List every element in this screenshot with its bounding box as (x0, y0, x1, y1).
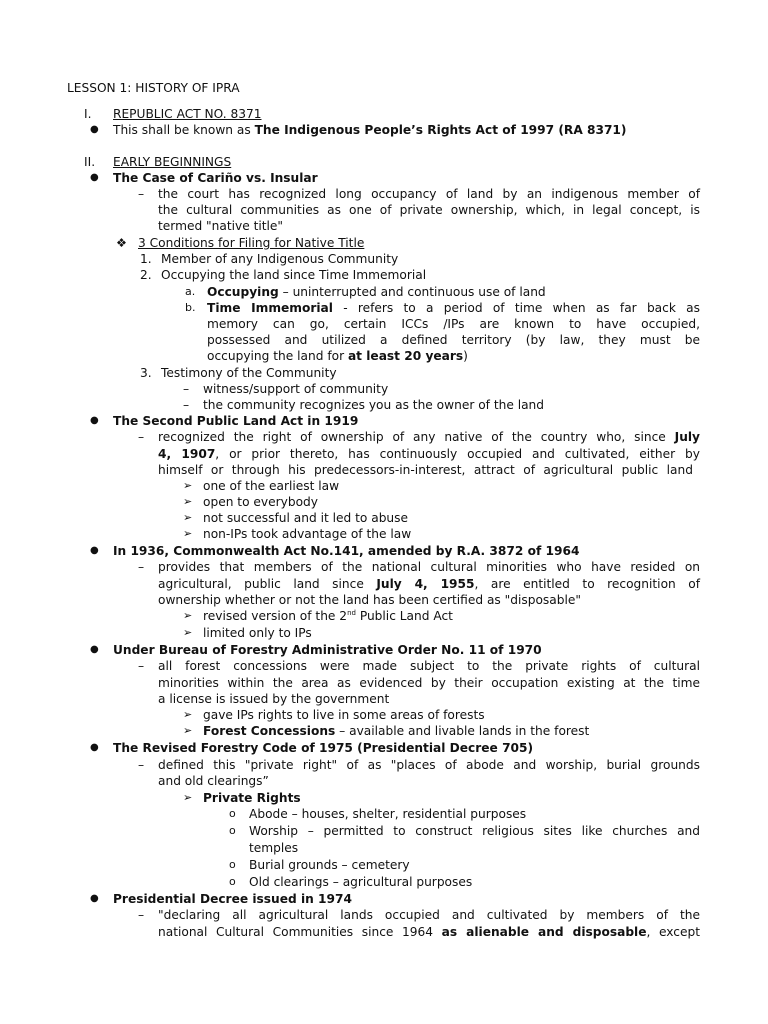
list-item: Occupying the land since Time Immemorial (161, 268, 427, 282)
text-line: agricultural, public land since July 4, 1955, are entitled to recognition of (158, 577, 701, 591)
list-item: Forest Concessions – available and livable lands in the forest (203, 724, 590, 738)
arrow-icon: ➢ (183, 626, 193, 639)
list-item: Private Rights (203, 791, 301, 805)
list-item: Time Immemorial - refers to a period of time when as far back as (207, 301, 700, 315)
text-line: himself or through his predecessors-in-interest, attract of agricultural public land (158, 463, 693, 477)
arrow-icon: ➢ (183, 479, 193, 492)
text-line: termed "native title" (158, 219, 284, 233)
list-number: 3. (140, 366, 152, 380)
list-item: open to everybody (203, 495, 318, 509)
bullet-icon: ● (90, 644, 99, 655)
text-line: 4, 1907, or prior thereto, has continuously occupied and cultivated, either by (158, 447, 700, 461)
bullet-icon: ● (90, 893, 99, 904)
text-line: temples (249, 841, 299, 855)
bullet-icon: ● (90, 415, 99, 426)
text-line: the court has recognized long occupancy of land by an indigenous member of (158, 187, 700, 201)
subsection-title: Under Bureau of Forestry Administrative Order No. 11 of 1970 (113, 643, 542, 657)
text-line: a license is issued by the government (158, 692, 390, 706)
text-line: ownership whether or not the land has been certified as "disposable" (158, 593, 581, 607)
list-number: 1. (140, 252, 152, 266)
dash-icon: – (138, 430, 145, 444)
list-item: Worship – permitted to construct religious sites like churches and (249, 824, 700, 838)
text-line: minorities within the area as evidenced by their occupation existing at the time (158, 676, 700, 690)
list-item: limited only to IPs (203, 626, 312, 640)
section-heading: EARLY BEGINNINGS (113, 155, 232, 169)
subsection-title: The Case of Cariño vs. Insular (113, 171, 318, 185)
dash-icon: – (138, 560, 145, 574)
list-item: not successful and it led to abuse (203, 511, 409, 525)
section-number: I. (84, 107, 92, 121)
section-heading: REPUBLIC ACT NO. 8371 (113, 107, 262, 121)
list-item: non-IPs took advantage of the law (203, 527, 412, 541)
list-number: 2. (140, 268, 152, 282)
arrow-icon: ➢ (183, 724, 193, 737)
diamond-icon: ❖ (116, 236, 127, 250)
list-item: gave IPs rights to live in some areas of forests (203, 708, 485, 722)
text-line: national Cultural Communities since 1964 as alienable and disposable, except (158, 925, 700, 939)
list-item: Testimony of the Community (161, 366, 337, 380)
list-item: Burial grounds – cemetery (249, 858, 410, 872)
list-item: Occupying – uninterrupted and continuous use of land (207, 285, 546, 299)
text-line: witness/support of community (203, 382, 389, 396)
list-item: Abode – houses, shelter, residential purposes (249, 807, 527, 821)
circle-icon: o (229, 824, 236, 837)
text-line: possessed and utilized a defined territory (by law, they must be (207, 333, 700, 347)
arrow-icon: ➢ (183, 495, 193, 508)
subsection-title: The Revised Forestry Code of 1975 (Presidential Decree 705) (113, 741, 534, 755)
subsection-title: In 1936, Commonwealth Act No.141, amended by R.A. 3872 of 1964 (113, 544, 580, 558)
dash-icon: – (183, 398, 190, 412)
text-line: "declaring all agricultural lands occupied and cultivated by members of the (158, 908, 700, 922)
bullet-icon: ● (90, 742, 99, 753)
circle-icon: o (229, 858, 236, 871)
bullet-icon: ● (90, 172, 99, 183)
arrow-icon: ➢ (183, 708, 193, 721)
arrow-icon: ➢ (183, 527, 193, 540)
arrow-icon: ➢ (183, 609, 193, 622)
text-line: the cultural communities as one of private ownership, which, in legal concept, is (158, 203, 700, 217)
dash-icon: – (138, 758, 145, 772)
list-item: one of the earliest law (203, 479, 340, 493)
subsection-title: Presidential Decree issued in 1974 (113, 892, 352, 906)
text-line: and old clearings” (158, 774, 269, 788)
arrow-icon: ➢ (183, 791, 193, 804)
text-line: all forest concessions were made subject to the private rights of cultural (158, 659, 700, 673)
dash-icon: – (138, 659, 145, 673)
text-line: defined this "private right" of as "places of abode and worship, burial grounds (158, 758, 700, 772)
circle-icon: o (229, 807, 236, 820)
section-number: II. (84, 155, 96, 169)
paragraph: This shall be known as The Indigenous People’s Rights Act of 1997 (RA 8371) (113, 123, 627, 137)
list-item: revised version of the 2nd Public Land Act (203, 608, 453, 623)
text-line: provides that members of the national cultural minorities who have resided on (158, 560, 700, 574)
text-line: recognized the right of ownership of any native of the country who, since July (158, 430, 700, 444)
dash-icon: – (138, 187, 145, 201)
list-item: Old clearings – agricultural purposes (249, 875, 473, 889)
circle-icon: o (229, 875, 236, 888)
text-line: occupying the land for at least 20 years) (207, 349, 468, 363)
lesson-title: LESSON 1: HISTORY OF IPRA (67, 81, 240, 95)
text-line: memory can go, certain ICCs /IPs are known to have occupied, (207, 317, 700, 331)
dash-icon: – (138, 908, 145, 922)
subsection-title: The Second Public Land Act in 1919 (113, 414, 359, 428)
conditions-title: 3 Conditions for Filing for Native Title (138, 236, 365, 250)
list-letter: b. (185, 301, 196, 314)
bullet-icon: ● (90, 124, 99, 135)
bullet-icon: ● (90, 545, 99, 556)
arrow-icon: ➢ (183, 511, 193, 524)
dash-icon: – (183, 382, 190, 396)
list-letter: a. (185, 285, 196, 298)
text-line: the community recognizes you as the owner of the land (203, 398, 545, 412)
list-item: Member of any Indigenous Community (161, 252, 399, 266)
